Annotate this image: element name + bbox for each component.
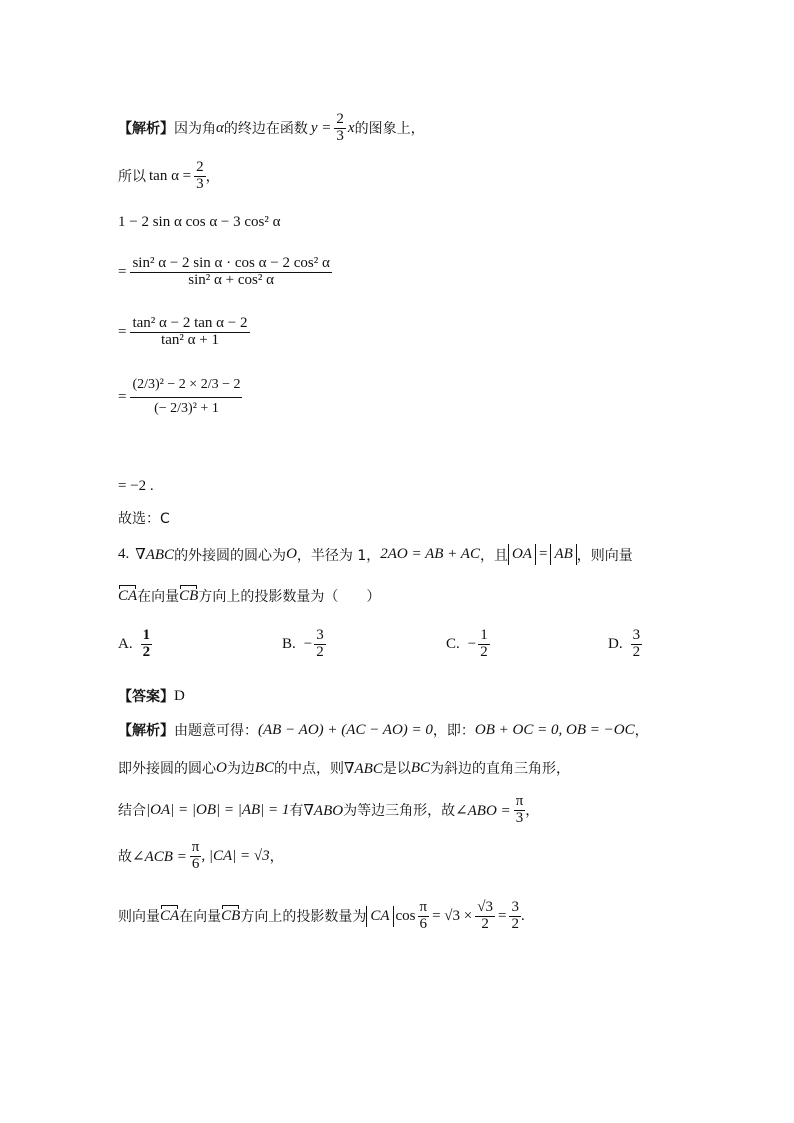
equals: =	[497, 907, 507, 924]
fraction	[334, 112, 346, 145]
cos: cos	[395, 907, 416, 924]
math-bc: BC	[254, 759, 275, 776]
text: 方向上的投影数量为（ ）	[198, 589, 381, 605]
numerator: √3	[477, 899, 493, 915]
analysis2-line3	[118, 794, 539, 827]
denominator: 3	[336, 127, 344, 144]
text: 为斜边的直角三角形，	[430, 761, 570, 777]
analysis2-line2	[118, 758, 570, 778]
text: 则向量	[118, 909, 160, 926]
fraction	[130, 256, 331, 289]
text: 在向量	[137, 589, 180, 605]
fraction	[418, 900, 430, 933]
choose-line: 故选：C	[118, 511, 170, 527]
math-o: O	[216, 759, 227, 776]
numerator: (2/3)² − 2 × 2/3 − 2	[130, 378, 242, 398]
fraction	[130, 378, 242, 416]
text: ，且	[479, 547, 508, 564]
analysis-label: 【解析】	[118, 723, 174, 739]
triangle-abc: ∇ABC	[344, 760, 383, 777]
triangle-abc: ∇ABC	[135, 547, 175, 563]
triangle-abo: ∇ABO	[303, 802, 344, 819]
numerator: 2	[336, 111, 344, 127]
denominator: 2	[511, 915, 519, 932]
step2	[118, 316, 250, 349]
abs-oa: OA	[508, 544, 536, 565]
analysis1-line1	[118, 112, 425, 145]
period: .	[520, 907, 525, 924]
text: 因为角	[174, 121, 216, 138]
question4-line2	[118, 586, 380, 606]
fraction	[314, 628, 326, 661]
equals: =	[118, 388, 127, 405]
text: 方向上的投影数量为	[240, 909, 367, 926]
option-sign: −	[303, 635, 313, 652]
option-label: D.	[608, 635, 623, 652]
denominator: 2	[481, 915, 489, 932]
option-sign: −	[467, 635, 477, 652]
numerator: sin² α − 2 sin α · cos α − 2 cos² α	[132, 255, 330, 271]
question-number: 4.	[118, 546, 130, 562]
option-c[interactable]	[446, 628, 490, 661]
text: 的中点，则	[274, 761, 345, 777]
numerator: π	[515, 793, 524, 809]
option-label: C.	[446, 635, 460, 652]
math-o: O	[286, 546, 297, 562]
num-part: (2/3)²	[132, 377, 164, 392]
equals-expression: = √3 ×	[432, 907, 473, 924]
vector-expression: (AB − AO) + (AC − AO) = 0	[258, 721, 433, 738]
text: 由题意可得：	[174, 723, 258, 739]
numerator: 1	[142, 627, 151, 643]
result: = −2 .	[118, 478, 154, 494]
fraction	[509, 900, 521, 933]
abs-ab: AB	[550, 544, 576, 565]
expression: 1 − 2 sin α cos α − 3 cos² α	[118, 214, 281, 230]
text: ，则向量	[576, 547, 633, 564]
fraction	[514, 794, 526, 827]
fraction	[130, 316, 249, 349]
equals: =	[118, 323, 127, 340]
vector-equation: 2AO = AB + AC	[380, 546, 480, 562]
denominator: 6	[191, 855, 200, 872]
abs-ca: , |CA| = √3	[201, 847, 270, 864]
vector-cb: CB	[179, 587, 199, 604]
numerator: 2	[196, 159, 204, 175]
denominator: 2	[480, 643, 488, 660]
denominator: 2	[632, 643, 641, 660]
analysis2-line1	[118, 720, 649, 740]
option-d[interactable]	[608, 628, 642, 661]
text: ，	[634, 723, 649, 739]
denominator: 2	[142, 643, 151, 660]
math-bc: BC	[410, 759, 430, 776]
option-a[interactable]	[118, 628, 152, 661]
step1	[118, 256, 332, 289]
option-label: A.	[118, 635, 133, 652]
text: 即外接圆的圆心	[118, 761, 216, 777]
fraction	[478, 628, 490, 661]
angle-acb: ∠ACB =	[132, 848, 187, 865]
text: 的图象上，	[354, 121, 425, 138]
numerator: π	[191, 839, 200, 855]
fraction	[190, 840, 202, 873]
denominator	[130, 398, 242, 417]
text: 的终边在函数	[223, 121, 308, 138]
text: ，即：	[432, 723, 475, 739]
math-tan: tan α =	[149, 167, 192, 184]
analysis2-line5	[118, 900, 525, 933]
equals: =	[118, 263, 127, 280]
num-part: − 2	[222, 377, 241, 392]
analysis1-line2	[118, 160, 220, 193]
text: ，	[525, 803, 540, 820]
text: ，半径为 1，	[296, 547, 381, 564]
den-part: + 1	[200, 400, 219, 416]
text: 为边	[226, 761, 255, 777]
option-b[interactable]	[282, 628, 326, 661]
den-part: (− 2/3)²	[154, 400, 197, 416]
numerator: 3	[316, 627, 324, 643]
analysis2-line4	[118, 840, 284, 873]
denominator: 3	[196, 175, 204, 192]
numerator: 3	[632, 627, 641, 643]
denominator: 3	[515, 809, 524, 826]
text: 是以	[382, 761, 411, 777]
analysis-label: 【解析】	[118, 121, 174, 138]
text: 在向量	[179, 909, 222, 926]
numerator: 3	[511, 899, 519, 915]
denominator: 6	[419, 915, 428, 932]
option-label: B.	[282, 635, 296, 652]
text: 为等边三角形，故	[343, 803, 456, 820]
answer-label: 【答案】	[118, 689, 174, 705]
numerator: 1	[480, 627, 488, 643]
vector-ca: CA	[160, 907, 180, 924]
denominator: 2	[316, 643, 324, 660]
fraction	[141, 628, 153, 661]
text: ，	[269, 849, 284, 866]
math-alpha: α	[216, 119, 224, 136]
abs-expression: |OA| = |OB| = |AB| = 1	[146, 801, 290, 818]
fraction	[194, 160, 206, 193]
abs-ca: CA	[366, 906, 393, 927]
num-part: − 2 ×	[167, 377, 198, 392]
text: 有	[289, 803, 304, 820]
vector-expression: OB + OC = 0, OB = −OC	[474, 721, 635, 738]
vector-cb: CB	[221, 907, 241, 924]
answer-line	[118, 686, 185, 706]
equals: =	[538, 546, 548, 562]
vector-ca: CA	[118, 587, 138, 604]
text: ，	[205, 169, 220, 186]
step3	[118, 378, 242, 416]
text: 所以	[118, 169, 146, 186]
text: 的外接圆的圆心为	[174, 547, 287, 564]
numerator: tan² α − 2 tan α − 2	[132, 315, 248, 331]
angle-abo: ∠ABO =	[455, 802, 511, 819]
math-x: x	[347, 119, 355, 136]
answer-value: D	[174, 687, 185, 704]
text: 故	[118, 849, 132, 866]
text: 结合	[118, 803, 146, 820]
fraction	[631, 628, 643, 661]
math-y: y =	[310, 119, 332, 136]
denominator: sin² α + cos² α	[188, 271, 274, 288]
question4-line1	[118, 544, 633, 565]
numerator: π	[419, 899, 428, 915]
fraction	[475, 900, 495, 933]
denominator: tan² α + 1	[161, 331, 219, 348]
